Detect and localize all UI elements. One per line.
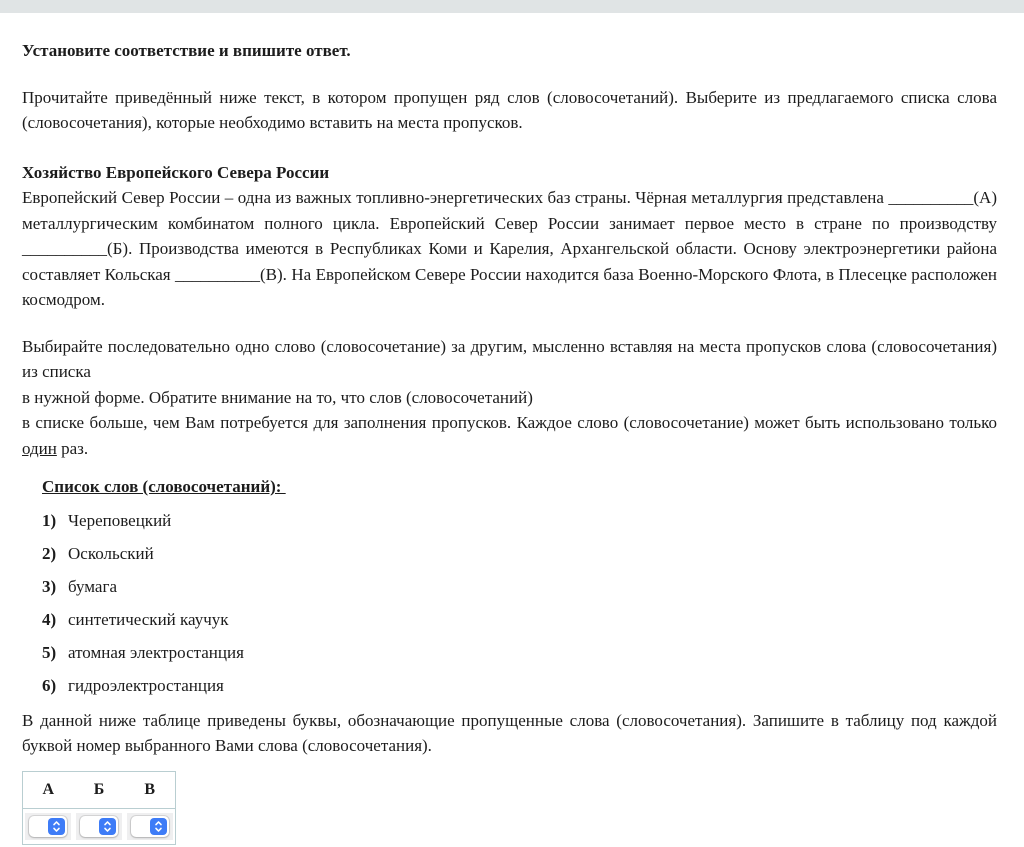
select-value (135, 816, 149, 837)
intro-paragraph: Прочитайте приведённый ниже текст, в котором пропущен ряд слов (словосочетаний). Выберите из предлагаемого списка слова (словосочетания), которые необходимо вставить на места пропусков. (22, 87, 997, 132)
column-header-a: А (23, 771, 74, 808)
list-item-number: 2) (42, 543, 57, 563)
word-list (22, 474, 997, 698)
passage-text: Европейский Север России – одна из важных топливно-энергетических баз страны. Чёрная металлургия представлена __________(А) металлургическим комбинатом полного цикла. Европейский Север России занимает первое место в стране по производству __________(Б). Производства имеются в Республиках Коми и Карелия, Архангельской области. Основу электроэнергетики района составляет Кольская __________(В). На Европейском Севере России находится база Военно-Морского Флота, в Плесецке расположен космодром. (22, 188, 997, 309)
underlined-word-odin: один (22, 438, 57, 458)
question-title: Установите соответствие и впишите ответ. (22, 41, 351, 60)
stepper-arrows-icon (99, 818, 116, 835)
list-item-number: 3) (42, 576, 57, 596)
stepper-arrows-icon (48, 818, 65, 835)
select-pad (76, 813, 122, 840)
select-pad (127, 813, 173, 840)
list-item (42, 574, 997, 599)
stepper-arrows-icon (150, 818, 167, 835)
answer-select-a[interactable] (29, 816, 67, 837)
list-item (42, 640, 997, 665)
answer-select-v[interactable] (131, 816, 169, 837)
list-item-text: Череповецкий (68, 510, 172, 530)
list-item (42, 508, 997, 533)
instructions-paragraph (22, 334, 997, 462)
list-item (42, 607, 997, 632)
answer-table (22, 771, 176, 845)
list-item-number: 6) (42, 675, 57, 695)
select-pad (25, 813, 71, 840)
list-item (42, 541, 997, 566)
instructions-line2: в нужной форме. Обратите внимание на то, что слов (словосочетаний) (22, 387, 533, 407)
list-item-text: Оскольский (68, 543, 154, 563)
list-item-text: атомная электростанция (68, 642, 244, 662)
select-value (33, 816, 47, 837)
answer-table-header-row (23, 771, 176, 808)
table-note: В данной ниже таблице приведены буквы, обозначающие пропущенные слова (словосочетания). Запишите в таблицу под каждой буквой номер выбранного Вами слова (словосочетания). (22, 710, 997, 755)
list-item-number: 4) (42, 609, 57, 629)
instructions-line3-start: в списке больше, чем Вам потребуется для заполнения пропусков. Каждое слово (словосочетание) может быть использовано только (22, 413, 997, 432)
word-list-heading: Список слов (словосочетаний): (42, 477, 286, 496)
instructions-line1: Выбирайте последовательно одно слово (словосочетание) за другим, мысленно вставляя на места пропусков слова (словосочетания) из списка (22, 336, 997, 381)
list-item-number: 1) (42, 510, 57, 530)
question-content (0, 13, 1024, 845)
passage (22, 160, 997, 313)
passage-heading: Хозяйство Европейского Севера России (22, 162, 330, 182)
answer-table-input-row (23, 808, 176, 844)
answer-select-b[interactable] (80, 816, 118, 837)
answer-cell-v (125, 808, 176, 844)
column-header-b: Б (74, 771, 125, 808)
answer-cell-b (74, 808, 125, 844)
answer-cell-a (23, 808, 74, 844)
list-item-number: 5) (42, 642, 57, 662)
top-bar (0, 0, 1024, 13)
column-header-v: В (125, 771, 176, 808)
select-value (84, 816, 98, 837)
list-item-text: синтетический каучук (68, 609, 229, 629)
list-item-text: бумага (68, 576, 117, 596)
instructions-line3-end: раз. (56, 438, 89, 458)
list-item-text: гидроэлектростанция (68, 675, 224, 695)
list-item (42, 673, 997, 698)
